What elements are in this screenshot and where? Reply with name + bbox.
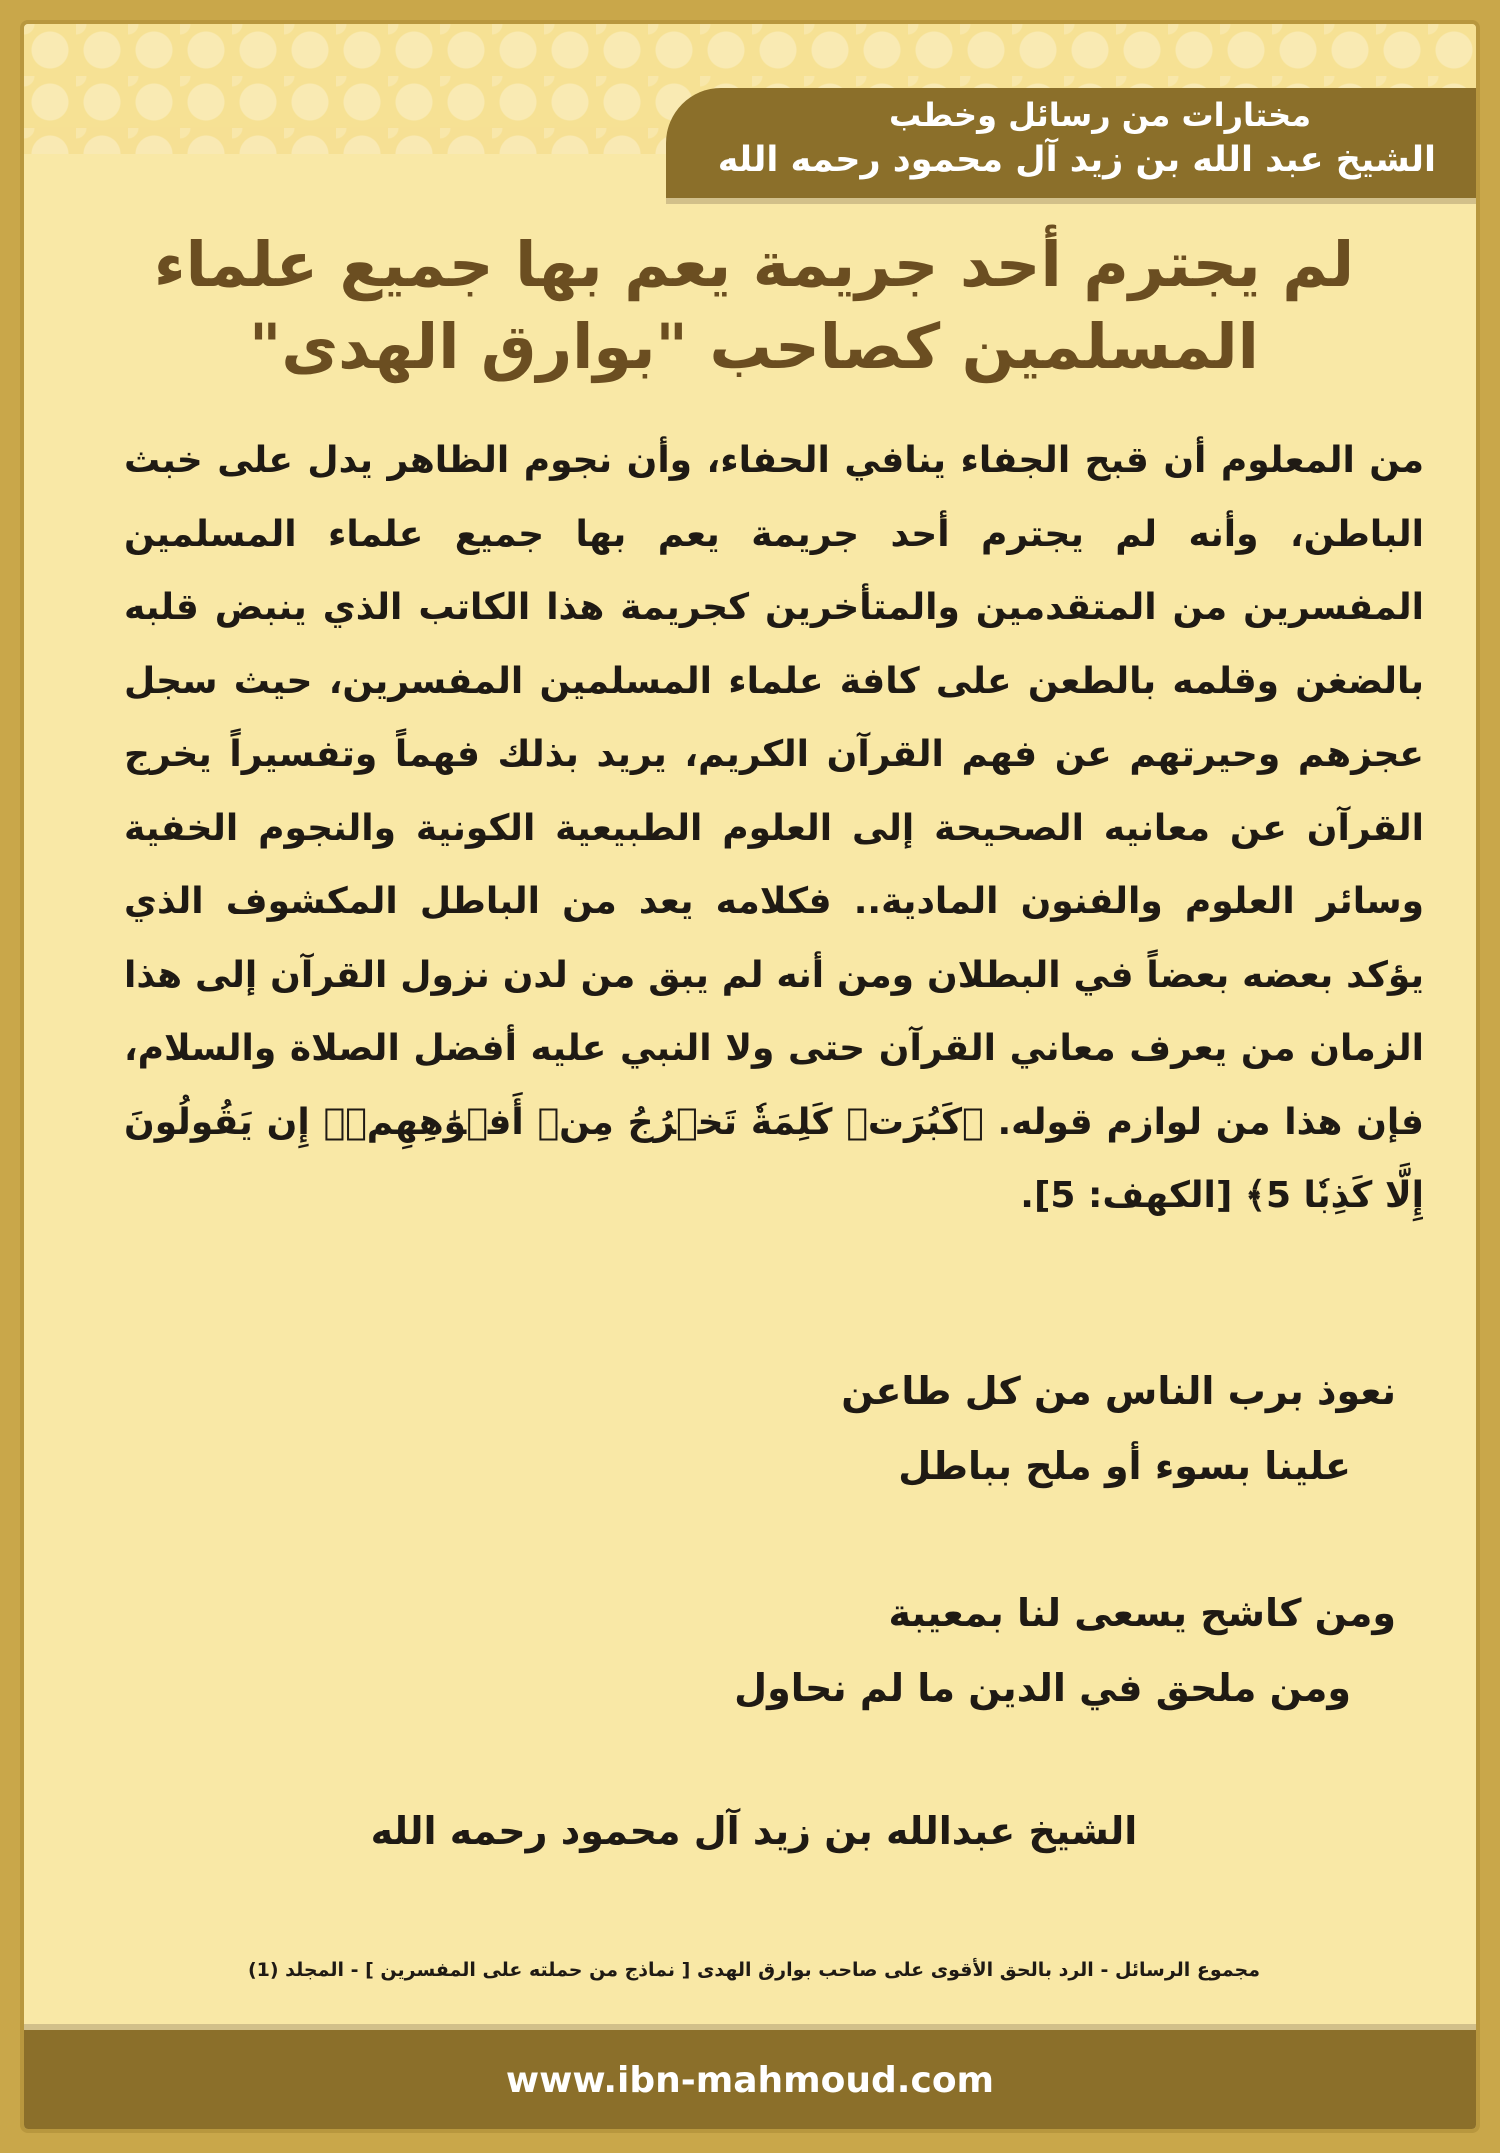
header-band [666, 88, 1476, 204]
header-line-1: مختارات من رسائل وخطب [888, 96, 1311, 134]
poem-line-1: نعوذ برب الناس من كل طاعن [841, 1369, 1396, 1413]
quran-verse: ﴿كَبُرَتۡ كَلِمَةٗ تَخۡرُجُ مِنۡ أَفۡوَٰهِهِمۡۚ إِن يَقُولُونَ إِلَّا كَذِبٗا 5﴾ [124, 1101, 1424, 1216]
footer-band [24, 2024, 1476, 2133]
title-line-2: المسلمين كصاحب "بوارق الهدى" [249, 310, 1259, 383]
poem-line-2: علينا بسوء أو ملح بباطل [898, 1444, 1351, 1488]
website-link[interactable]: www.ibn-mahmoud.com [505, 2060, 995, 2101]
poem-line-3: ومن كاشح يسعى لنا بمعيبة [888, 1591, 1396, 1635]
poem-line-4: ومن ملحق في الدين ما لم نحاول [734, 1666, 1351, 1710]
header-line-2: الشيخ عبد الله بن زيد آل محمود رحمه الله [717, 140, 1436, 180]
page-frame [20, 20, 1480, 2133]
author-signature: الشيخ عبدالله بن زيد آل محمود رحمه الله [370, 1809, 1138, 1853]
verse-citation: [الكهف: 5]. [1020, 1175, 1233, 1216]
source-footnote: مجموع الرسائل - الرد بالحق الأقوى على صاحب بوارق الهدى [ نماذج من حملته على المفسرين ] - المجلد (1) [247, 1959, 1261, 1981]
body-text: من المعلوم أن قبح الجفاء ينافي الحفاء، وأن نجوم الظاهر يدل على خبث الباطن، وأنه لم يجترم أحد جريمة يعم بها جميع علماء المسلمين المفسرين من المتقدمين والمتأخرين كجريمة هذا الكاتب الذي ينبض قلبه بالضغن وقلمه بالطعن على كافة علماء المسلمين المفسرين، حيث سجل عجزهم وحيرتهم عن فهم القرآن الكريم، يريد بذلك فهماً وتفسيراً يخرج القرآن عن معانيه الصحيحة إلى العلوم الطبيعية الكونية والنجوم الخفية وسائر العلوم والفنون المادية.. فكلامه يعد من الباطل المكشوف الذي يؤكد بعضه بعضاً في البطلان ومن أنه لم يبق من لدن نزول القرآن إلى هذا الزمان من يعرف معاني القرآن حتى ولا النبي عليه أفضل الصلاة والسلام، فإن هذا من لوازم قوله. [124, 440, 1425, 1143]
body-paragraph [124, 424, 1424, 1233]
title-line-1: لم يجترم أحد جريمة يعم بها جميع علماء [153, 228, 1355, 301]
page-title [124, 224, 1384, 388]
